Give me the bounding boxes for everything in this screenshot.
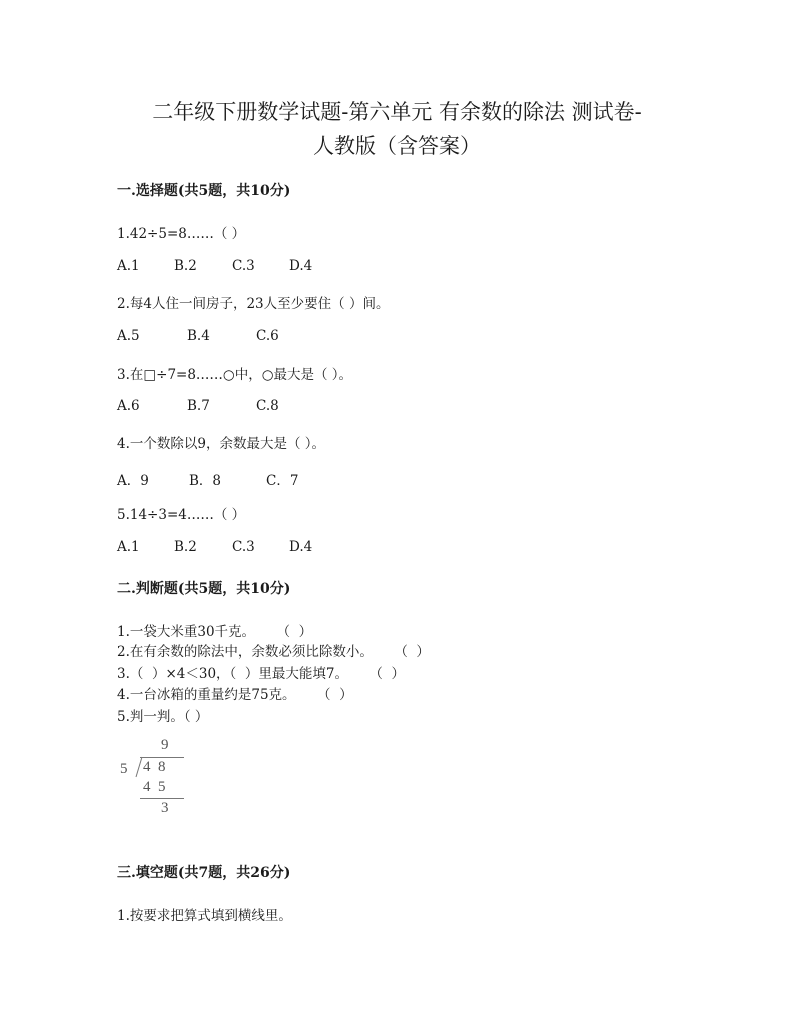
judge-item-5: 5.判一判。（ ）: [117, 709, 209, 725]
division-remainder: 3: [161, 800, 169, 816]
division-dividend: 4 8: [143, 759, 166, 775]
section1-heading: 一.选择题(共5题，共10分): [117, 183, 291, 199]
division-product: 4 5: [143, 779, 166, 795]
division-subtraction-line: [140, 798, 184, 799]
judge-item-3: 3.（ ）×4＜30，（ ）里最大能填7。 （ ）: [117, 666, 406, 682]
judge-item-4: 4.一台冰箱的重量约是75克。 （ ）: [117, 687, 353, 703]
option: B.2: [174, 258, 197, 274]
option: B.2: [174, 539, 197, 555]
option: C.8: [256, 398, 279, 414]
question-5-options: [117, 539, 312, 555]
question-4-options: [117, 469, 298, 489]
judge-item-2: 2.在有余数的除法中，余数必须比除数小。 （ ）: [117, 644, 430, 660]
option: D.4: [289, 539, 313, 555]
question-3-options: [117, 398, 279, 414]
question-3: 3.在□÷7=8……○中，○最大是（ ）。: [117, 367, 353, 383]
option: A.1: [117, 539, 140, 555]
question-2-options: [117, 328, 279, 344]
option: D.4: [289, 258, 313, 274]
page-title-line2: 人教版（含答案）: [313, 134, 481, 158]
question-5: 5.14÷3=4……（ ）: [117, 507, 246, 523]
option: B.7: [187, 398, 210, 414]
division-quotient: 9: [161, 737, 169, 753]
option: C.3: [232, 258, 255, 274]
question-4: 4.一个数除以9，余数最大是（ ）。: [117, 436, 326, 452]
judge-item-1: 1.一袋大米重30千克。 （ ）: [117, 624, 313, 640]
long-division-figure: [118, 737, 198, 822]
option: B．8: [189, 473, 222, 489]
option: C．7: [266, 473, 299, 489]
fill-item-1: 1.按要求把算式填到横线里。: [117, 908, 292, 924]
question-1: 1.42÷5=8……（ ）: [117, 226, 246, 242]
option: A.6: [117, 398, 140, 414]
option: B.4: [187, 328, 210, 344]
option: C.3: [232, 539, 255, 555]
division-divisor: 5: [120, 761, 128, 777]
option: A.5: [117, 328, 140, 344]
section2-heading: 二.判断题(共5题，共10分): [117, 581, 291, 597]
option: C.6: [256, 328, 279, 344]
division-bar: [140, 757, 184, 758]
option: A.1: [117, 258, 140, 274]
question-2: 2.每4人住一间房子，23人至少要住（ ）间。: [117, 296, 390, 312]
question-1-options: [117, 258, 312, 274]
page-title-line1: 二年级下册数学试题-第六单元 有余数的除法 测试卷-: [152, 100, 642, 124]
section3-heading: 三.填空题(共7题，共26分): [117, 865, 291, 881]
option: A．9: [117, 473, 149, 489]
